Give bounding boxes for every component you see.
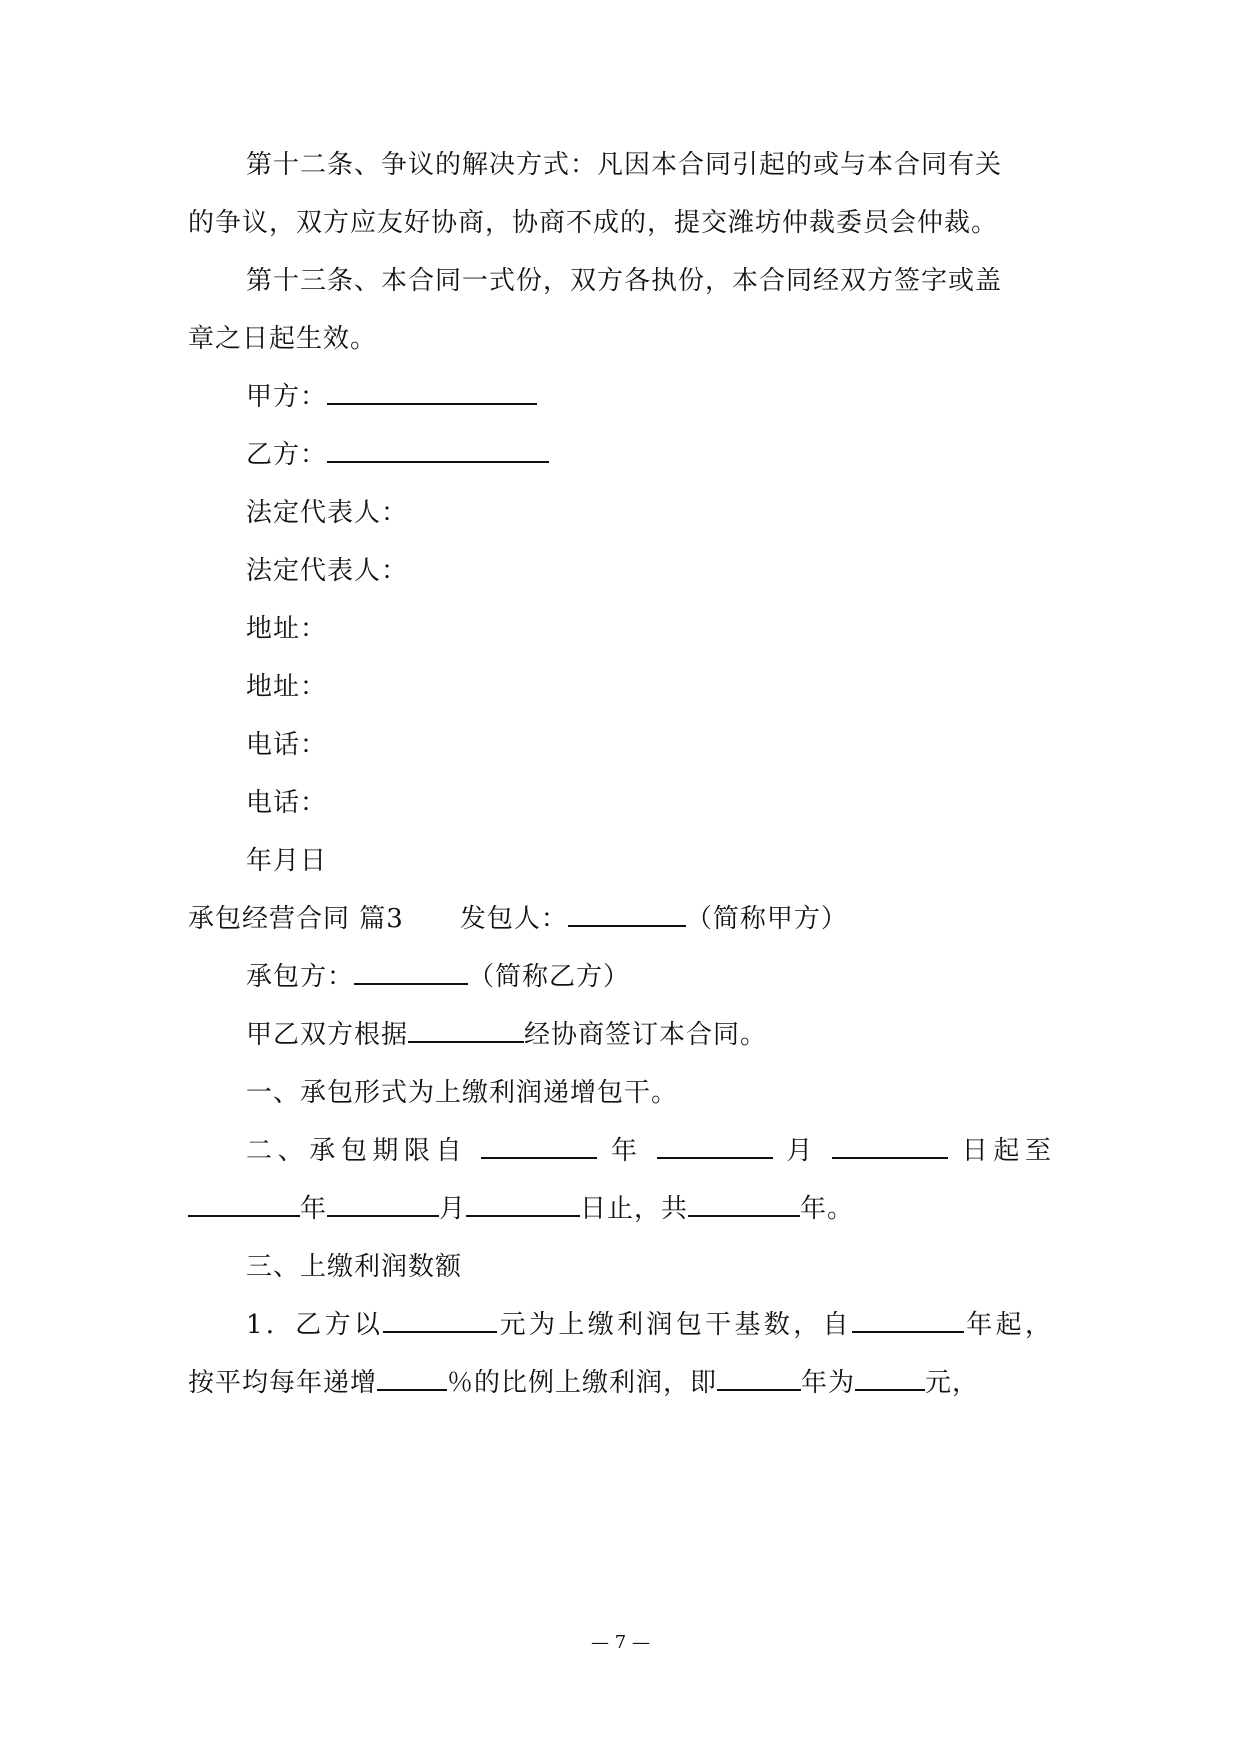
item3-1-line1 (246, 1308, 1052, 1342)
target-year-blank (717, 1367, 801, 1391)
item3: 三、上缴利润数额 (246, 1252, 463, 1282)
item2-day-blank (832, 1135, 948, 1159)
item2-day2-blank (466, 1193, 580, 1217)
employer-suffix: （简称甲方） (685, 904, 848, 934)
item2-line2 (188, 1192, 854, 1226)
party-a-label: 甲方： (246, 382, 328, 412)
start-year-blank (852, 1309, 964, 1333)
article13-line2: 章之日起生效。 (188, 324, 378, 354)
item2-year-blank (481, 1135, 597, 1159)
increase-percent-blank (377, 1367, 447, 1391)
party-b-line (246, 438, 549, 472)
item2-year2: 年 (300, 1194, 328, 1224)
page-number: — 7 — (591, 1632, 650, 1653)
item2-day-from: 日起至 (961, 1136, 1052, 1166)
item3-1-line2 (188, 1366, 979, 1400)
item2-prefix: 二、承包期限自 (246, 1136, 468, 1166)
item3-1-mid1: 元为上缴利润包干基数，自 (497, 1310, 852, 1340)
party-a-blank (327, 381, 537, 405)
item2-month2-blank (327, 1193, 439, 1217)
item3-1-prefix: 1．乙方以 (246, 1310, 384, 1340)
contractor-suffix: （简称乙方） (468, 962, 631, 992)
item2-month2: 月 (439, 1194, 467, 1224)
base-amount-blank (383, 1309, 497, 1333)
item1: 一、承包形式为上缴利润递增包干。 (246, 1078, 679, 1108)
item2-day-to: 日止，共 (580, 1194, 689, 1224)
item3-1-line2-end: 元， (925, 1368, 980, 1398)
address-1: 地址： (246, 614, 328, 644)
party-b-blank (327, 439, 549, 463)
item3-1-line2-prefix: 按平均每年递增 (188, 1368, 378, 1398)
item2-line1 (246, 1134, 1052, 1168)
contractor-blank (354, 961, 468, 985)
item2-year: 年 (611, 1136, 643, 1166)
phone-2: 电话： (246, 788, 328, 818)
item3-1-line2-mid1: ％的比例上缴利润，即 (447, 1368, 718, 1398)
article12-line2: 的争议，双方应友好协商，协商不成的，提交潍坊仲裁委员会仲裁。 (188, 208, 999, 238)
signature-date: 年月日 (246, 846, 328, 876)
article13-line1: 第十三条、本合同一式份，双方各执份，本合同经双方签字或盖 (246, 266, 1003, 296)
item2-month-blank (657, 1135, 773, 1159)
basis-prefix: 甲乙双方根据 (246, 1020, 409, 1050)
contractor-line (246, 960, 630, 994)
item2-year2-blank (188, 1193, 300, 1217)
article12-line1: 第十二条、争议的解决方式：凡因本合同引起的或与本合同有关 (246, 150, 1003, 180)
item3-1-line2-mid2: 年为 (801, 1368, 856, 1398)
contract3-heading: 承包经营合同 篇3 (188, 904, 404, 934)
item2-year3: 年。 (800, 1194, 855, 1224)
basis-suffix: 经协商签订本合同。 (524, 1020, 768, 1050)
contractor-label: 承包方： (246, 962, 355, 992)
party-a-line (246, 380, 537, 414)
item2-month: 月 (786, 1136, 818, 1166)
basis-line (246, 1018, 767, 1052)
phone-1: 电话： (246, 730, 328, 760)
item2-years-blank (688, 1193, 800, 1217)
employer-label: 发包人： (459, 904, 568, 934)
address-2: 地址： (246, 672, 328, 702)
target-amount-blank (855, 1367, 925, 1391)
item3-1-mid2: 年起， (963, 1310, 1052, 1340)
legal-rep-1: 法定代表人： (246, 498, 409, 528)
party-b-label: 乙方： (246, 440, 328, 470)
contract3-heading-line (188, 902, 848, 936)
basis-blank (408, 1019, 524, 1043)
employer-blank (568, 903, 686, 927)
legal-rep-2: 法定代表人： (246, 556, 409, 586)
